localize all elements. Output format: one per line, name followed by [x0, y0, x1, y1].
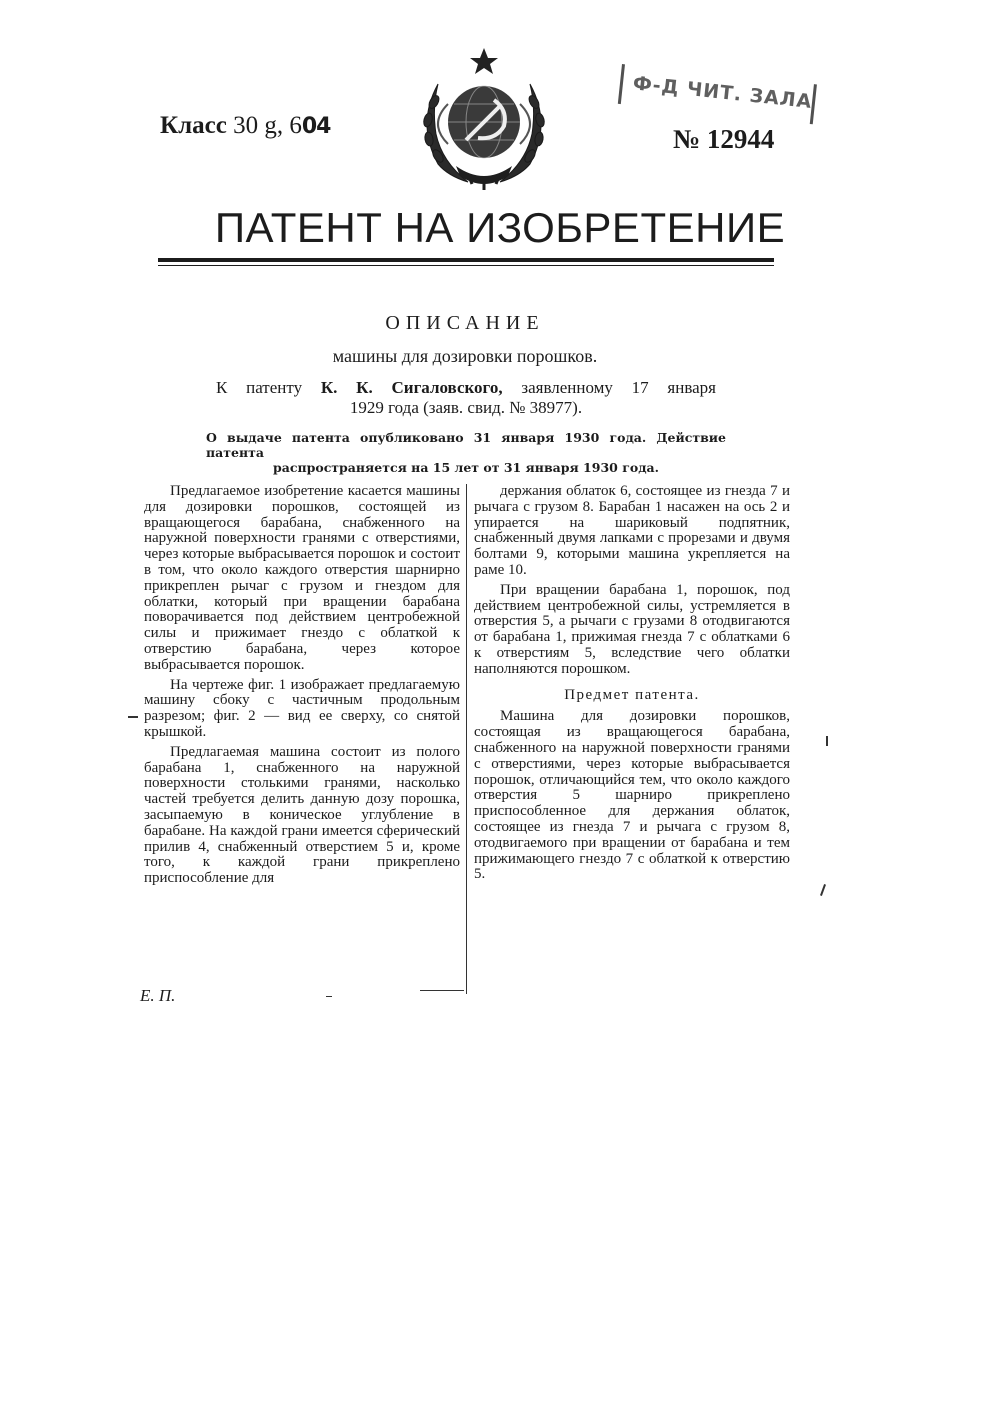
margin-mark — [326, 996, 332, 997]
margin-mark — [820, 884, 826, 896]
left-column — [144, 484, 460, 887]
patent-reference-suffix: заявленному 17 января — [521, 378, 717, 397]
patent-reference-line-2: 1929 года (заяв. свид. № 38977). — [349, 398, 583, 417]
class-label-text: Класс — [160, 112, 227, 139]
title-rule-thin — [158, 265, 774, 266]
class-label — [160, 112, 330, 140]
paragraph: При вращении барабана 1, порошок, под действием центробежной силы, устремляется в отверстия 5, а рычаги с грузами 8 отодвигаются от барабана 1, прижимая гнезда 7 с облатками 6 к отверстиям 5, вследствие чего облатки наполняются порошком. — [474, 581, 790, 677]
footer-initials: Е. П. — [140, 986, 176, 1005]
patent-reference-line-1 — [216, 378, 716, 398]
patent-author: К. К. Сигаловского, — [320, 378, 503, 397]
publication-note-line-1: О выдаче патента опубликовано 31 января 1930 года. Действие патента — [206, 430, 726, 460]
claim-text: Машина для дозировки порошков, состоящая из вращающегося барабана, снабженного на наружной поверхности гранями с отверстиями, через которые выбрасывается порошок, отличающийся тем, что около каждого отверстия 5 шарниро прикреплено приспособленное для держания облаток, состоящее из гнезда 7 и рычага с грузом 8, отодвигаемого при вращении от барабана и тем прижимающего гнездо 7 с облаткой к отверстию 5. — [474, 708, 790, 883]
column-divider — [466, 484, 467, 994]
ussr-coat-of-arms-icon — [408, 44, 560, 194]
paragraph: Предлагаемая машина состоит из полого барабана 1, снабженного на наружной поверхности столькими гранями, насколько частей требуется делить данную дозу порошка, засыпаемую в коническое углубление в барабане. На каждой грани имеется сферический прилив 4, снабженный отверстием 5 и, кроме того, к каждой грани прикреплено приспособление для — [144, 743, 460, 887]
description-heading: ОПИСАНИЕ — [385, 312, 545, 334]
paragraph: На чертеже фиг. 1 изображает предлагаемую машину сбоку с частичным продольным разрезом; фиг. 2 — вид ее сверху, со снятой крышкой. — [144, 676, 460, 740]
library-stamp: Ф-Д ЧИТ. ЗАЛА — [618, 64, 817, 124]
page-title: ПАТЕНТ НА ИЗОБРЕТЕНИЕ — [214, 204, 786, 251]
patent-reference — [216, 378, 716, 418]
margin-mark — [826, 736, 828, 746]
margin-mark — [128, 716, 138, 718]
patent-number: № 12944 — [673, 124, 775, 154]
paragraph: Предлагаемое изобретение касается машины для дозировки порошков, состоящей из вращающегося барабана, снабженного на наружной поверхности гранями с отверстиями, через которые выбрасывается порошок и состоит в том, что около каждого отверстия шарнирно прикреплен рычаг с грузом и гнездом для облатки, который при вращении барабана поворачивается под действием центробежной силы и прижимает гнездо с облаткой к отверстию барабана, через которое выбрасывается порошок. — [144, 483, 460, 673]
class-value: 30 g, 6 — [233, 112, 302, 139]
claim-heading: Предмет патента. — [564, 686, 700, 703]
title-rule-thick — [158, 258, 774, 262]
right-column — [474, 484, 790, 883]
paragraph: держания облаток 6, состоящее из гнезда 7 и рычага с грузом 8. Барабан 1 насажен на ось 2 и упирается на шариковый подпятник, снабженный двумя лапками с прорезами и двумя болтами 9, которыми машина укрепляется на раме 10. — [474, 483, 790, 578]
patent-reference-prefix: К патенту — [216, 378, 303, 397]
class-handwritten: 04 — [301, 114, 331, 139]
publication-note-line-2: распространяется на 15 лет от 31 января 1930 года. — [273, 460, 659, 475]
footer-rule — [420, 990, 464, 991]
publication-note — [206, 430, 726, 475]
description-subheading: машины для дозировки порошков. — [332, 346, 598, 366]
